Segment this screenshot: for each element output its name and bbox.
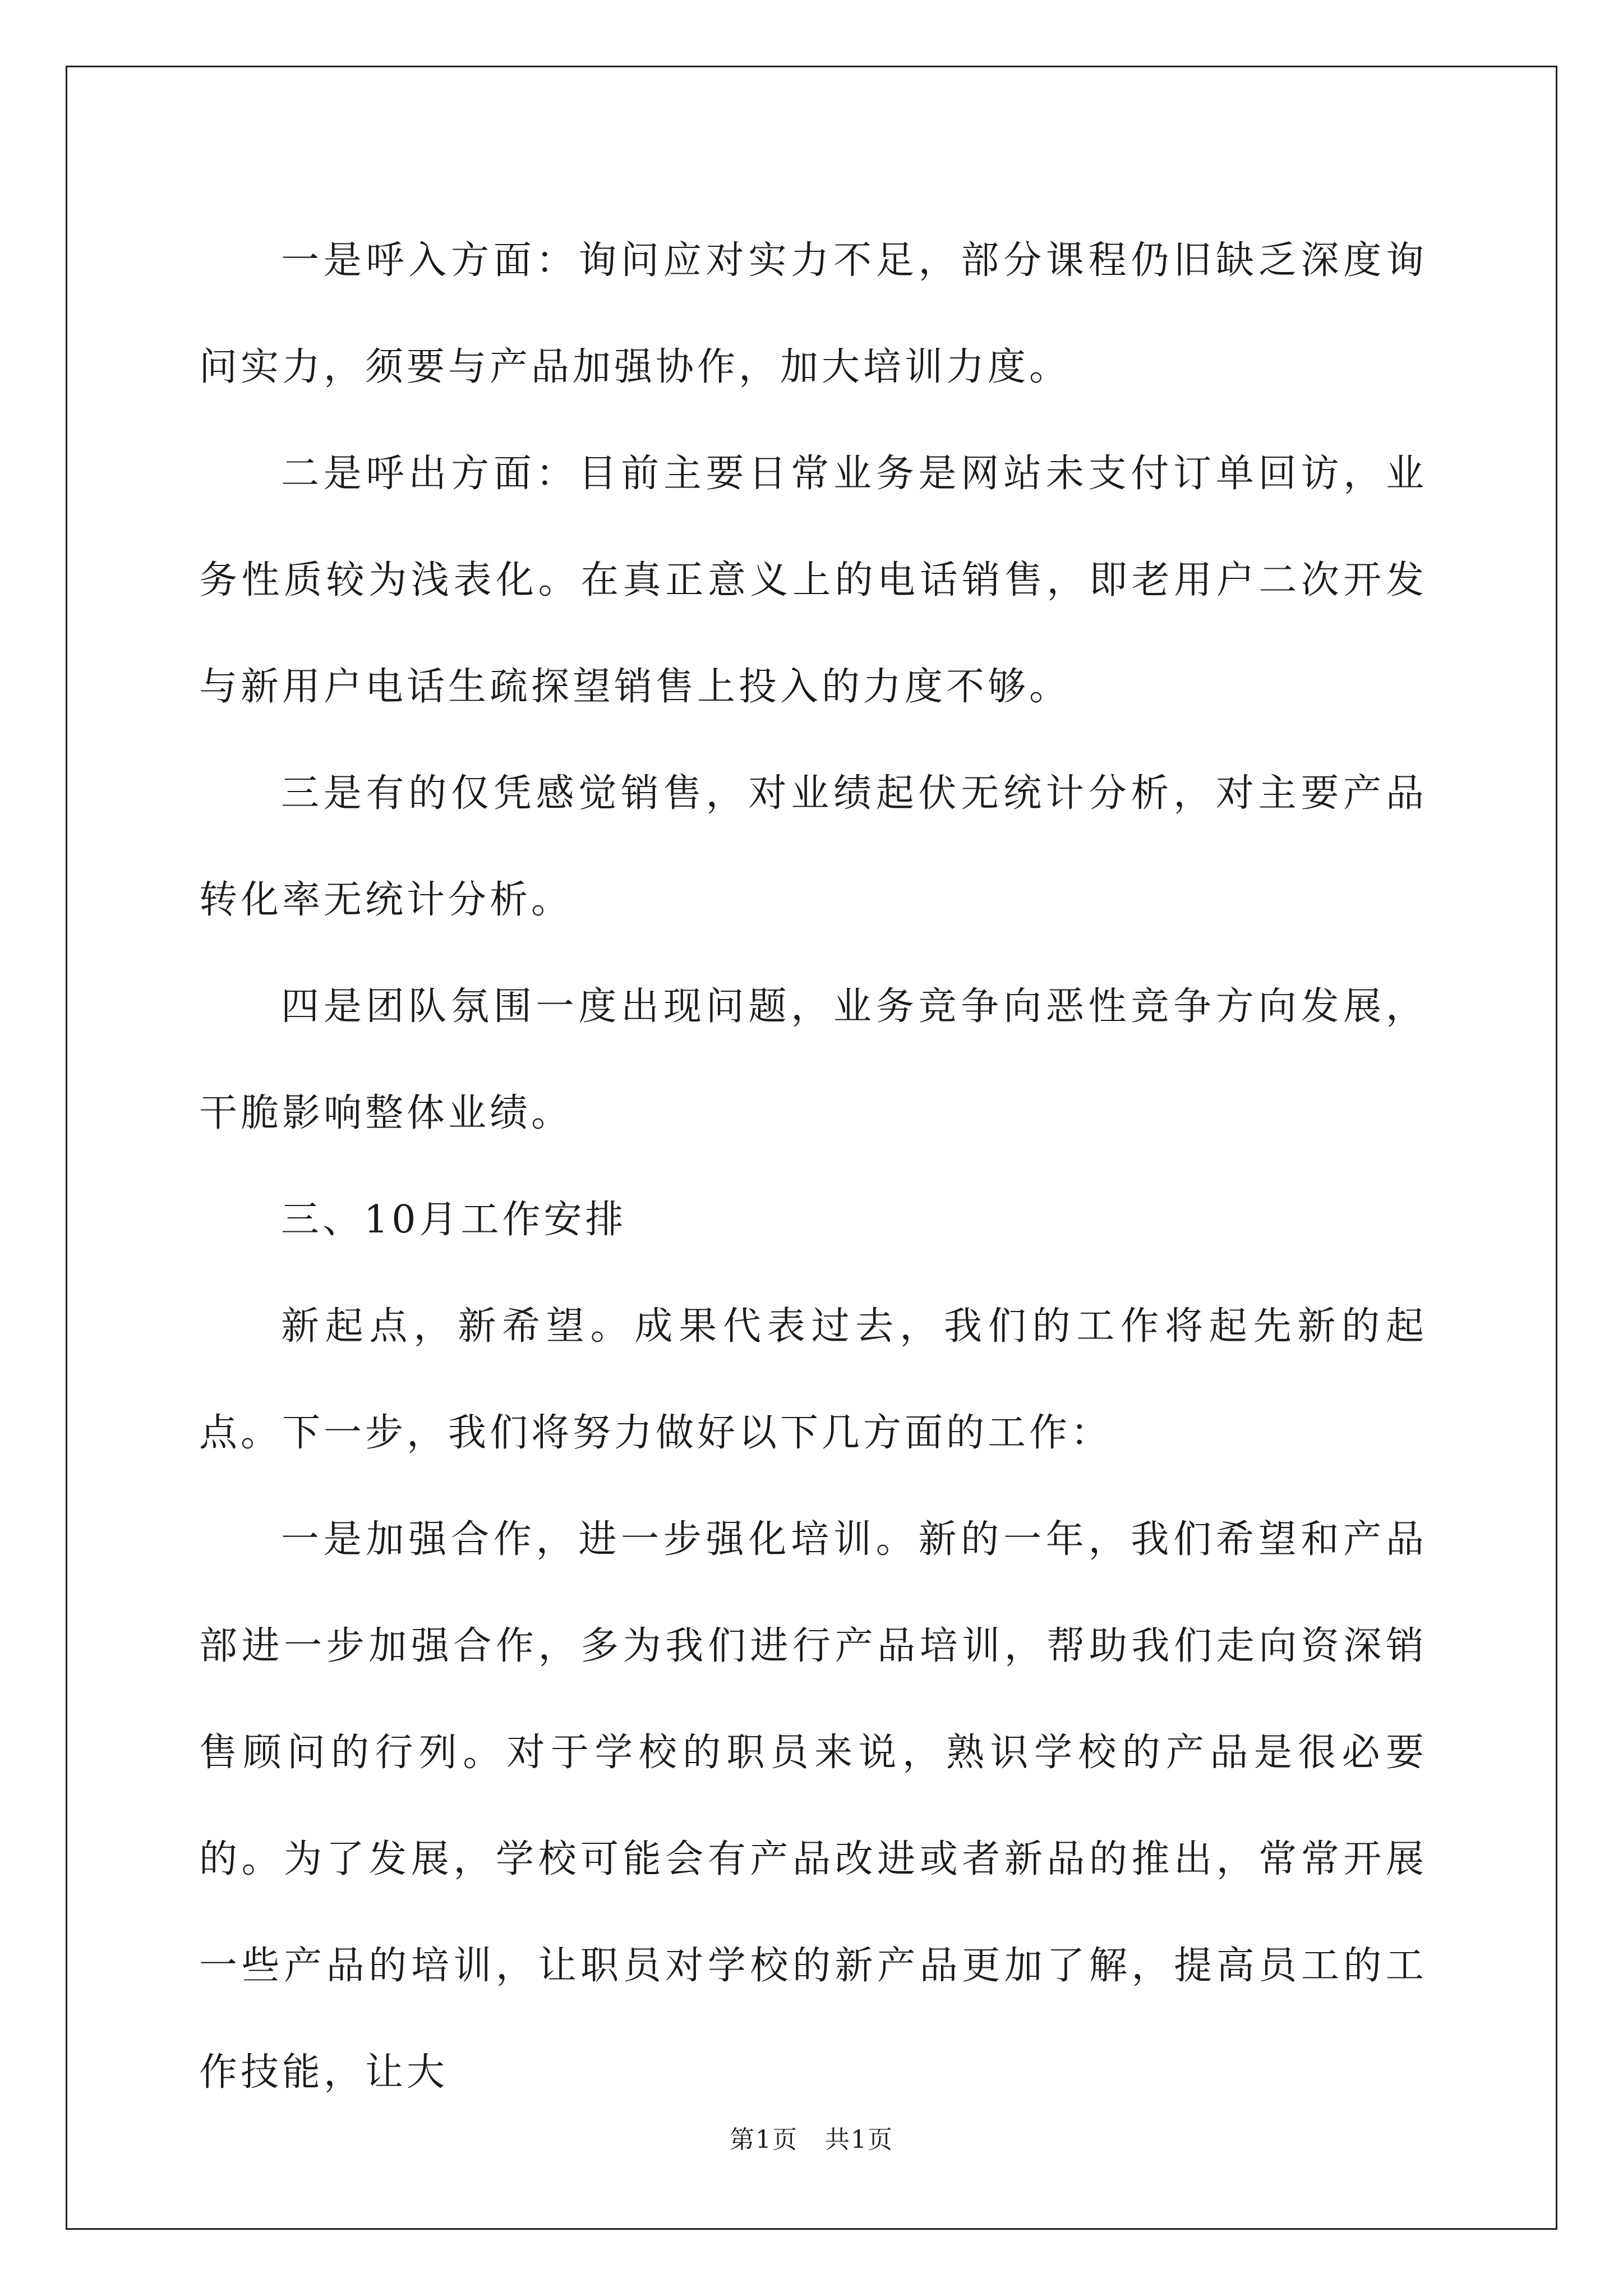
paragraph-new-start: 新起点，新希望。成果代表过去，我们的工作将起先新的起点。下一步，我们将努力做好以下几方面的工作： <box>199 1304 1427 1455</box>
paragraph-inbound: 一是呼入方面：询问应对实力不足，部分课程仍旧缺乏深度询问实力，须要与产品加强协作，加大培训力度。 <box>199 238 1427 389</box>
paragraph-outbound: 二是呼出方面：目前主要日常业务是网站未支付订单回访，业务性质较为浅表化。在真正意义上的电话销售，即老用户二次开发与新用户电话生疏探望销售上投入的力度不够。 <box>199 452 1427 709</box>
document-body <box>199 208 1427 2126</box>
page-total: 共1页 <box>824 2125 893 2154</box>
section-heading-october-plan: 三、10月工作安排 <box>281 1198 627 1242</box>
paragraph-sales-analysis: 三是有的仅凭感觉销售，对业绩起伏无统计分析，对主要产品转化率无统计分析。 <box>199 771 1427 922</box>
paragraph-team-atmosphere: 四是团队氛围一度出现问题，业务竞争向恶性竞争方向发展，干脆影响整体业绩。 <box>199 984 1427 1135</box>
page-footer <box>0 2123 1623 2157</box>
paragraph-cooperation-training: 一是加强合作，进一步强化培训。新的一年，我们希望和产品部进一步加强合作，多为我们进行产品培训，帮助我们走向资深销售顾问的行列。对于学校的职员来说，熟识学校的产品是很必要的。为了发展，学校可能会有产品改进或者新品的推出，常常开展一些产品的培训，让职员对学校的新产品更加了解，提高员工的工作技能，让大 <box>199 1517 1427 2095</box>
page-number: 第1页 <box>730 2125 799 2154</box>
